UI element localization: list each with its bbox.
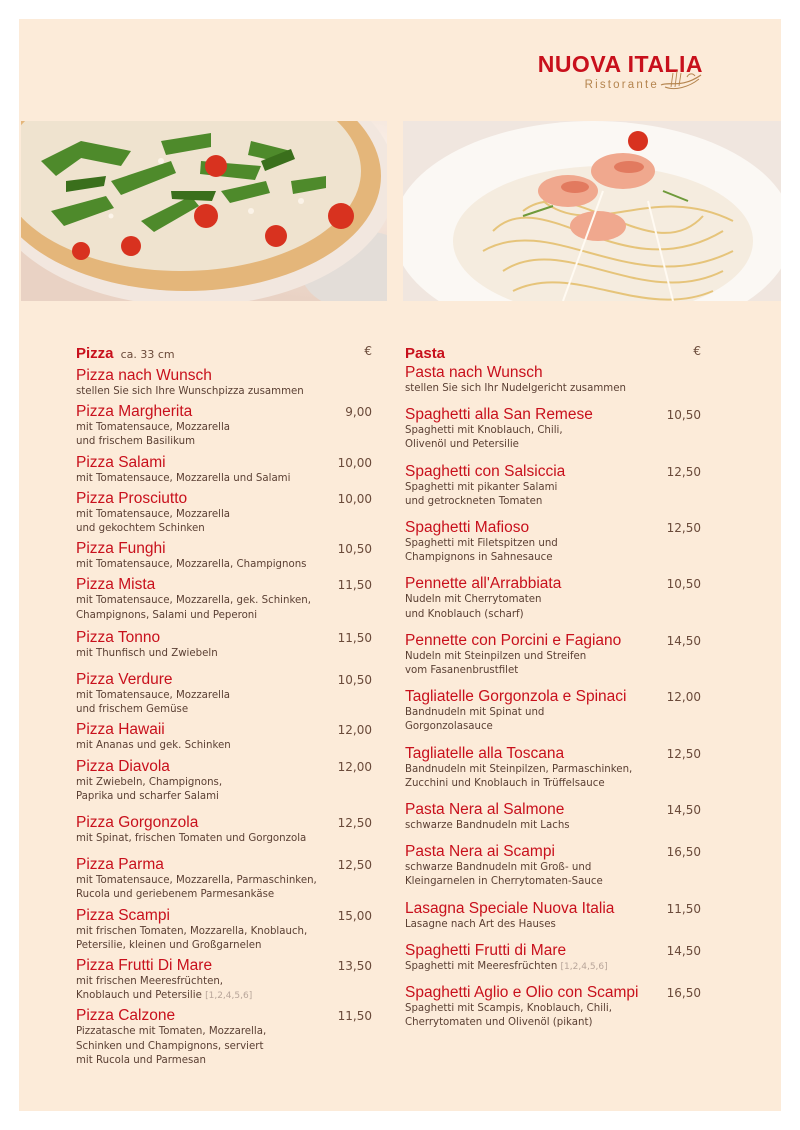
menu-item-description: mit Tomatensauce, Mozzarella, Parmaschinken, Rucola und geriebenem Parmesankäse	[76, 875, 317, 901]
menu-item-description: Spaghetti mit Meeresfrüchten [1,2,4,5,6]	[405, 960, 608, 972]
menu-item-description: mit Tomatensauce, Mozzarella und frischem Gemüse	[76, 690, 231, 716]
menu-item-description: stellen Sie sich Ihre Wunschpizza zusammen	[76, 386, 304, 397]
menu-item-description: Nudeln mit Steinpilzen und Streifen vom Fasanenbrustfilet	[405, 650, 587, 677]
menu-item-description: Nudeln mit Cherrytomaten und Knoblauch (scharf)	[405, 594, 542, 620]
menu-item	[405, 941, 701, 974]
menu-item-price: 11,50	[337, 1009, 372, 1024]
brand-tagline: Ristorante	[584, 79, 659, 91]
menu-item-price: 12,50	[666, 521, 701, 536]
menu-item-description: mit frischen Meeresfrüchten, Knoblauch und Petersilie [1,2,4,5,6]	[76, 976, 253, 1002]
menu-item-description: mit Tomatensauce, Mozzarella, Champignons	[76, 559, 307, 571]
menu-item-description: Spaghetti mit Scampis, Knoblauch, Chili, Cherrytomaten und Olivenöl (pikant)	[405, 1003, 612, 1029]
menu-item-price: 10,50	[337, 542, 372, 557]
menu-item-price: 10,50	[666, 408, 701, 423]
menu-item-description: mit Tomatensauce, Mozzarella und Salami	[76, 472, 291, 484]
menu-item	[76, 402, 372, 449]
pizza-section-title: Pizza	[76, 345, 114, 362]
menu-item-name: Spaghetti Frutti di Mare	[405, 941, 567, 959]
menu-item-name: Pizza Margherita	[76, 403, 193, 421]
pizza-section-header	[76, 343, 372, 363]
pasta-section-title: Pasta	[405, 345, 446, 362]
menu-item-name: Pizza Prosciutto	[76, 489, 188, 507]
menu-item-price: 12,50	[666, 464, 701, 479]
menu-item-price: 14,50	[666, 943, 701, 958]
menu-item	[405, 899, 701, 932]
menu-item	[405, 405, 701, 452]
menu-item-name: Pizza Salami	[76, 453, 166, 471]
menu-page	[19, 19, 781, 1111]
menu-item-description: mit Tomatensauce, Mozzarella und gekochtem Schinken	[76, 508, 231, 535]
menu-item-description: mit Zwiebeln, Champignons, Paprika und scharfer Salami	[76, 776, 223, 802]
menu-item	[405, 744, 701, 791]
menu-item-description: Bandnudeln mit Steinpilzen, Parmaschinken, Zucchini und Knoblauch in Trüffelsauce	[405, 763, 633, 789]
menu-item-price: 12,00	[337, 759, 372, 774]
menu-item	[76, 1006, 372, 1068]
pasta-section	[405, 343, 701, 1030]
allergen-codes: [1,2,4,5,6]	[205, 991, 253, 1002]
menu-item-description: Pizzatasche mit Tomaten, Mozzarella, Schinken und Champignons, serviert mit Rucola und Parmesan	[76, 1026, 267, 1066]
menu-item-price: 14,50	[666, 633, 701, 648]
menu-item	[76, 575, 372, 622]
menu-item	[405, 462, 701, 509]
menu-item	[76, 813, 372, 846]
pizza-photo	[21, 121, 387, 301]
menu-item-price: 14,50	[666, 803, 701, 818]
menu-item-name: Pizza Diavola	[76, 757, 170, 775]
menu-item-price: 10,50	[666, 577, 701, 592]
menu-item-description: schwarze Bandnudeln mit Lachs	[405, 820, 570, 832]
menu-item	[405, 363, 701, 396]
menu-item-price: 12,50	[337, 858, 372, 873]
menu-item-description: mit Thunfisch und Zwiebeln	[76, 647, 218, 659]
menu-item-description: mit Ananas und gek. Schinken	[76, 740, 231, 752]
pizza-size-note: ca. 33 cm	[120, 348, 175, 361]
menu-item	[76, 366, 372, 399]
menu-item	[76, 670, 372, 717]
gondola-icon	[659, 67, 703, 93]
menu-item-name: Pizza Gorgonzola	[76, 814, 199, 832]
menu-item	[405, 687, 701, 734]
menu-item-price: 10,50	[337, 673, 372, 688]
menu-item-description: Spaghetti mit Knoblauch, Chili, Olivenöl und Petersilie	[405, 425, 563, 451]
pizza-section	[76, 343, 372, 1068]
menu-item-description: mit Tomatensauce, Mozzarella, gek. Schinken, Champignons, Salami und Peperoni	[76, 595, 311, 621]
menu-item	[76, 489, 372, 536]
menu-item	[76, 539, 372, 572]
allergen-codes: [1,2,4,5,6]	[560, 961, 608, 972]
menu-item-name: Pasta Nera ai Scampi	[405, 843, 555, 861]
menu-item	[76, 906, 372, 953]
menu-item-name: Pizza Parma	[76, 856, 164, 874]
menu-item	[76, 757, 372, 804]
menu-item	[76, 453, 372, 486]
menu-item	[405, 842, 701, 889]
menu-item-name: Spaghetti alla San Remese	[405, 406, 593, 424]
menu-item-price: 10,00	[337, 491, 372, 506]
menu-item-description: Spaghetti mit pikanter Salami und getrockneten Tomaten	[405, 481, 558, 507]
menu-item	[76, 956, 372, 1003]
menu-item-name: Spaghetti Mafioso	[405, 519, 530, 537]
menu-item-name: Pizza Mista	[76, 576, 156, 594]
menu-item	[76, 855, 372, 902]
menu-item-price: 15,00	[337, 908, 372, 923]
menu-item-price: 11,50	[337, 578, 372, 593]
menu-item-price: 12,00	[666, 690, 701, 705]
menu-item-price: 16,50	[666, 845, 701, 860]
menu-item-name: Pennette con Porcini e Fagiano	[405, 631, 622, 649]
menu-item-price: 10,00	[337, 455, 372, 470]
menu-item-name: Pizza Frutti Di Mare	[76, 957, 213, 975]
menu-item	[76, 720, 372, 753]
menu-item-name: Spaghetti con Salsiccia	[405, 462, 566, 480]
menu-item-price: 13,50	[337, 959, 372, 974]
pasta-section-header	[405, 343, 701, 363]
menu-item	[405, 574, 701, 621]
menu-item-description: schwarze Bandnudeln mit Groß- und Kleingarnelen in Cherrytomaten-Sauce	[405, 862, 603, 888]
menu-item-price: 11,50	[337, 630, 372, 645]
menu-item-price: 16,50	[666, 986, 701, 1001]
menu-item	[405, 800, 701, 833]
menu-item	[76, 628, 372, 661]
menu-item-name: Tagliatelle alla Toscana	[405, 744, 565, 762]
brand-name: NUOVA ITALIA	[537, 51, 703, 77]
menu-item-price: 12,00	[337, 723, 372, 738]
menu-item	[405, 518, 701, 565]
menu-item-name: Pizza Hawaii	[76, 721, 165, 739]
menu-item-price: 12,50	[666, 746, 701, 761]
menu-item-name: Pizza Calzone	[76, 1007, 176, 1025]
menu-item	[405, 631, 701, 678]
menu-item-name: Pizza nach Wunsch	[76, 367, 212, 384]
menu-item-name: Tagliatelle Gorgonzola e Spinaci	[405, 688, 627, 706]
menu-item-name: Pizza Tonno	[76, 628, 161, 646]
menu-item-name: Pennette all'Arrabbiata	[405, 575, 562, 593]
menu-item-name: Spaghetti Aglio e Olio con Scampi	[405, 984, 639, 1002]
pasta-photo	[403, 121, 781, 301]
menu-item-price: 11,50	[666, 901, 701, 916]
menu-item-price: 12,50	[337, 816, 372, 831]
menu-item-description: Spaghetti mit Filetspitzen und Champignons in Sahnesauce	[405, 538, 558, 564]
currency-label: €	[364, 344, 372, 358]
menu-item-name: Pasta nach Wunsch	[405, 364, 543, 381]
menu-item-name: Pizza Verdure	[76, 671, 173, 689]
menu-item-description: Bandnudeln mit Spinat und Gorgonzolasauce	[405, 707, 545, 733]
menu-item-name: Pasta Nera al Salmone	[405, 801, 565, 819]
menu-item-name: Pizza Scampi	[76, 906, 170, 924]
menu-item-description: mit Spinat, frischen Tomaten und Gorgonzola	[76, 833, 307, 845]
menu-item-name: Pizza Funghi	[76, 540, 166, 558]
menu-item-description: Lasagne nach Art des Hauses	[405, 918, 556, 930]
menu-item-description: mit Tomatensauce, Mozzarella und frischem Basilikum	[76, 422, 231, 448]
currency-label: €	[693, 344, 701, 358]
menu-item-name: Lasagna Speciale Nuova Italia	[405, 899, 615, 917]
menu-item-price: 9,00	[345, 405, 372, 420]
menu-item	[405, 983, 701, 1030]
restaurant-logo	[538, 51, 703, 91]
menu-item-description: mit frischen Tomaten, Mozzarella, Knoblauch, Petersilie, kleinen und Großgarnelen	[76, 925, 308, 951]
menu-item-description: stellen Sie sich Ihr Nudelgericht zusammen	[405, 383, 626, 394]
